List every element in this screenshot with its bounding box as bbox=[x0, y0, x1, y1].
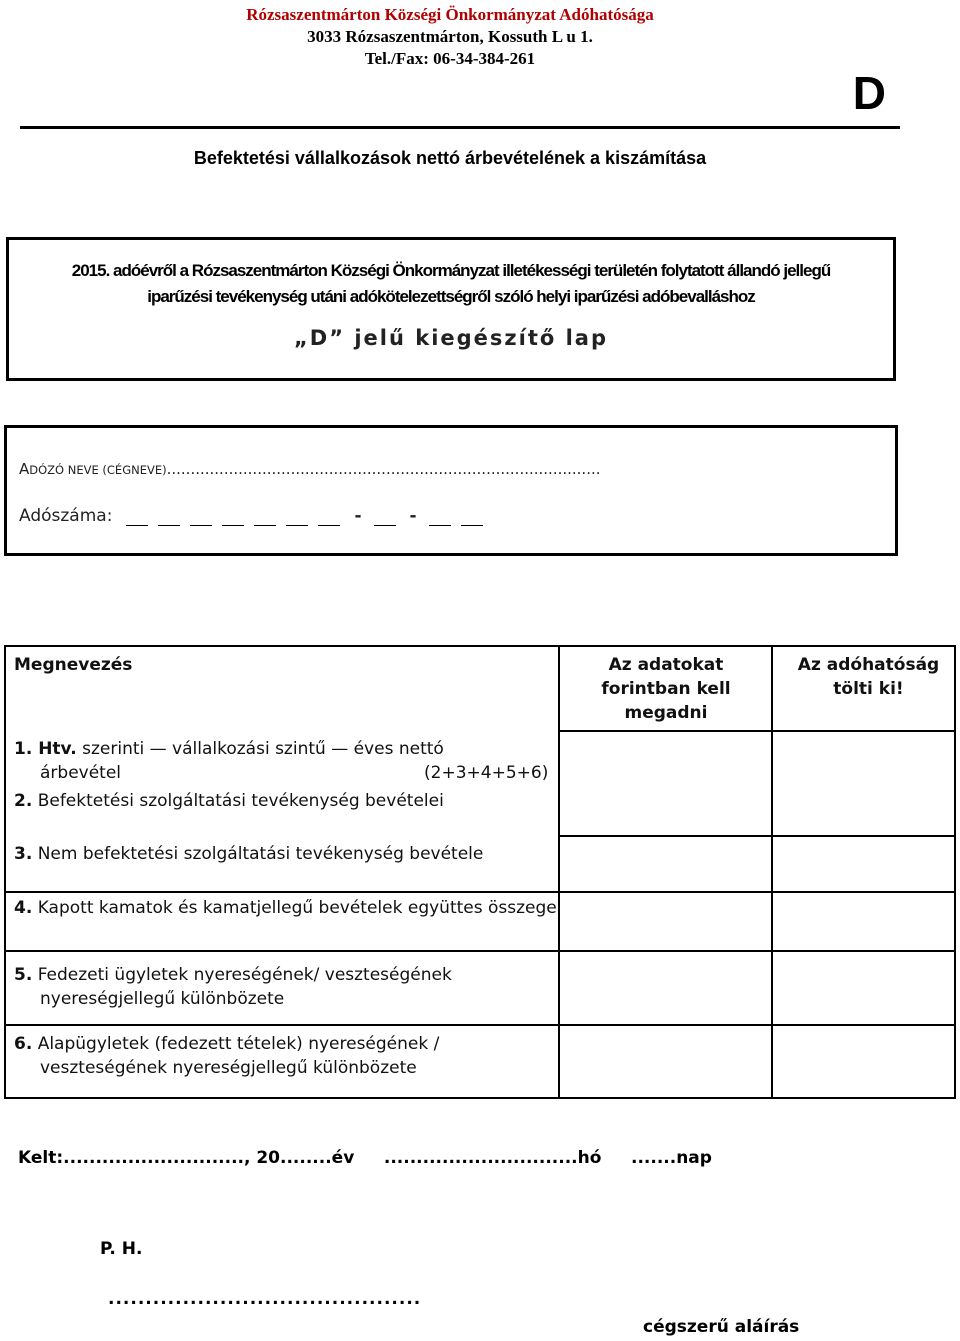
revenue-table bbox=[4, 645, 956, 1099]
taxnumber-separator: - bbox=[409, 506, 417, 526]
taxnumber-digit[interactable] bbox=[374, 509, 396, 526]
row-number: 2. bbox=[14, 791, 33, 811]
row-number: 6. bbox=[14, 1034, 33, 1054]
table-row bbox=[14, 1032, 554, 1080]
stamp-placeholder: P. H. bbox=[100, 1239, 143, 1259]
header-address: 3033 Rózsaszentmárton, Kossuth L u 1. bbox=[307, 27, 593, 46]
row-divider bbox=[6, 950, 954, 952]
taxpayer-name-field[interactable]: ........................................................................................... bbox=[166, 460, 601, 478]
taxpayer-name-cap: A bbox=[19, 460, 30, 478]
header-rule bbox=[20, 126, 900, 129]
taxnumber-digit[interactable] bbox=[286, 509, 308, 526]
taxnumber-digit[interactable] bbox=[158, 509, 180, 526]
row-divider bbox=[6, 1024, 954, 1026]
taxpayer-name-label: DÓZÓ NEVE (CÉGNEVE) bbox=[29, 463, 167, 477]
row-label-cont: árbevétel bbox=[40, 763, 122, 783]
sheet-title: „D” jelű kiegészítő lap bbox=[293, 326, 609, 350]
taxpayer-box bbox=[4, 425, 898, 556]
row-label: Kapott kamatok és kamatjellegű bevételek együttes összege bbox=[37, 898, 557, 918]
row-label-cont: veszteségének nyereségjellegű különbözete bbox=[40, 1058, 417, 1078]
taxnumber-digit[interactable] bbox=[461, 509, 483, 526]
taxnumber-digit[interactable] bbox=[190, 509, 212, 526]
table-row bbox=[14, 789, 554, 813]
taxnumber-digit[interactable] bbox=[222, 509, 244, 526]
taxnumber-digit[interactable] bbox=[254, 509, 276, 526]
signature-label: cégszerű aláírás bbox=[643, 1317, 800, 1337]
row-label: Nem befektetési szolgáltatási tevékenység bevétele bbox=[37, 844, 484, 864]
title-intro-line2: iparűzési tevékenység utáni adókötelezettségről szóló helyi iparűzési adóbevalláshoz bbox=[147, 287, 755, 306]
form-letter: D bbox=[852, 67, 886, 119]
taxnumber-digit[interactable] bbox=[429, 509, 451, 526]
column-divider bbox=[771, 647, 773, 1097]
date-line[interactable]: Kelt:............................, 20........év ..............................hó .......nap bbox=[18, 1148, 712, 1168]
table-row bbox=[14, 896, 559, 920]
table-row bbox=[14, 737, 554, 785]
header-amount: Az adatokat forintban kell megadni bbox=[601, 655, 731, 723]
taxnumber-digit[interactable] bbox=[126, 509, 148, 526]
taxpayer-name-row bbox=[19, 460, 601, 478]
title-intro-line1: 2015. adóévről a Rózsaszentmárton Községi Önkormányzat illetékességi területén folytatott állandó jellegű bbox=[71, 261, 831, 280]
taxnumber-label: Adószáma: bbox=[19, 506, 113, 526]
column-divider bbox=[558, 647, 560, 1097]
header-phone: Tel./Fax: 06-34-384-261 bbox=[364, 49, 536, 68]
table-row bbox=[14, 963, 554, 1011]
row-number: 4. bbox=[14, 898, 33, 918]
row-divider bbox=[6, 891, 954, 893]
row-number: 5. bbox=[14, 965, 33, 985]
title-box bbox=[6, 237, 896, 381]
row-divider bbox=[558, 835, 954, 837]
row-label: Alapügyletek (fedezett tételek) nyereségének / bbox=[37, 1034, 440, 1054]
header-name: Megnevezés bbox=[14, 655, 133, 675]
row-label: szerinti — vállalkozási szintű — éves nettó bbox=[82, 739, 444, 759]
row-number: 3. bbox=[14, 844, 33, 864]
taxnumber-digit[interactable] bbox=[318, 509, 340, 526]
table-row bbox=[14, 842, 554, 866]
taxnumber-separator: - bbox=[354, 506, 362, 526]
row-divider bbox=[558, 730, 954, 732]
row-label: Befektetési szolgáltatási tevékenység bevételei bbox=[37, 791, 444, 811]
header-org: Rózsaszentmárton Községi Önkormányzat Adóhatósága bbox=[246, 5, 654, 24]
page-subtitle: Befektetési vállalkozások nettó árbevételének a kiszámítása bbox=[193, 148, 707, 168]
row-number: 1. Htv. bbox=[14, 739, 77, 759]
title-intro bbox=[9, 258, 893, 310]
header-authority: Az adóhatóság tölti ki! bbox=[797, 655, 940, 699]
signature-field[interactable]: .......................................... bbox=[108, 1289, 422, 1309]
row-formula: (2+3+4+5+6) bbox=[424, 763, 549, 783]
row-label: Fedezeti ügyletek nyereségének/ veszteségének bbox=[37, 965, 452, 985]
row-label-cont: nyereségjellegű különbözete bbox=[40, 989, 285, 1009]
taxnumber-row bbox=[19, 506, 493, 526]
